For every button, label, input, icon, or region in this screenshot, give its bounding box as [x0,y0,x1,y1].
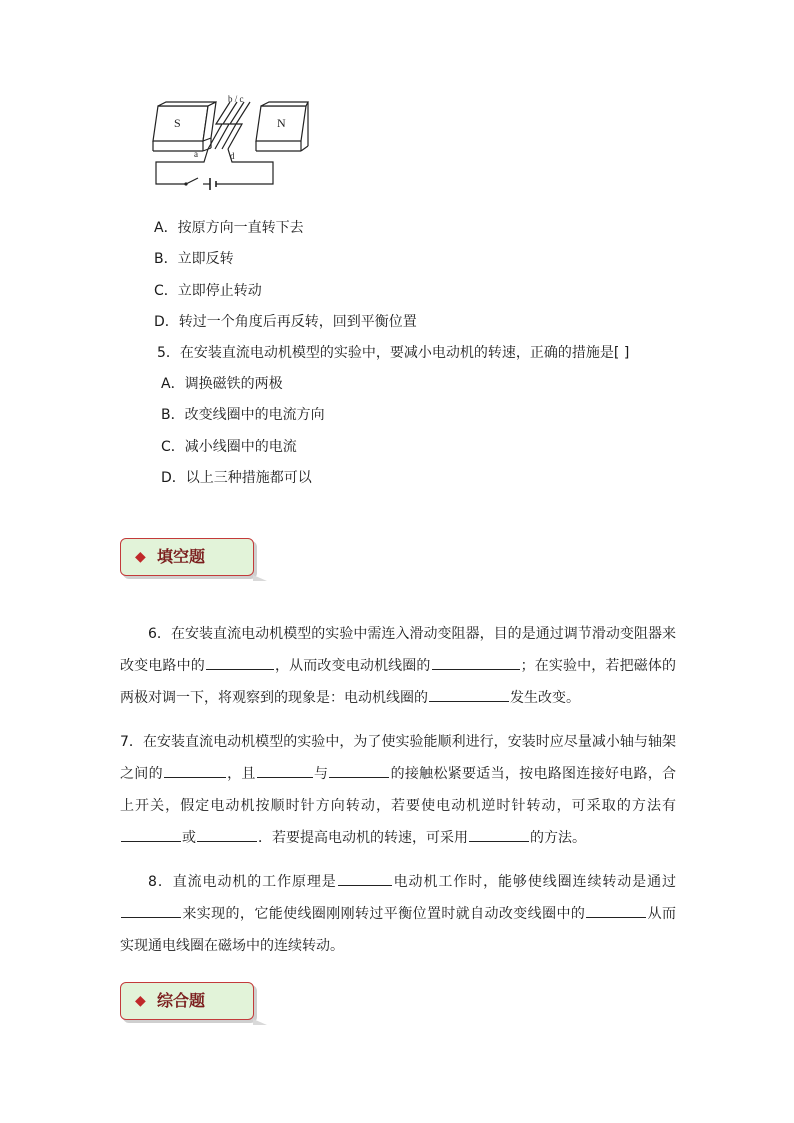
section-tail [253,1019,267,1025]
q8-blank-3[interactable] [586,903,646,918]
label-s: S [174,116,181,130]
q7-blank-4[interactable] [121,827,181,842]
label-bc: b / c [228,94,244,104]
q8-blank-1[interactable] [338,871,392,886]
diamond-icon: ◆ [135,549,146,565]
section-title-fill-in: 填空题 [157,547,206,566]
q7-blank-5[interactable] [197,827,257,842]
section-header-comprehensive [120,982,254,1020]
q5-option-d: D．以上三种措施都可以 [161,470,312,486]
q5-option-c: C．减小线圈中的电流 [161,439,297,455]
q6-blank-3[interactable] [429,687,509,702]
diamond-icon: ◆ [135,993,146,1009]
q7-blank-1[interactable] [164,763,226,778]
label-n: N [277,116,286,130]
q7-blank-6[interactable] [469,827,529,842]
q4-option-b: B．立即反转 [154,251,234,267]
q7-blank-2[interactable] [257,763,313,778]
q7-blank-3[interactable] [329,763,389,778]
question-7: 7．在安装直流电动机模型的实验中，为了使实验能顺利进行，安装时应尽量减小轴与轴架之间的 ，且 与 的接触松紧要适当，按电路图连接好电路，合上开关，假定电动机按顺时针方向转动，若要使电动机逆时针转动，可采取的方法有或 ．若要提高电动机的转速，可采用 的方法。 [120,734,677,846]
q6-blank-1[interactable] [206,655,274,670]
q8-blank-2[interactable] [121,903,181,918]
q4-option-d: D．转过一个角度后再反转，回到平衡位置 [154,314,417,330]
section-title-comprehensive: 综合题 [157,991,206,1010]
q4-option-a: A．按原方向一直转下去 [154,220,304,236]
q6-blank-2[interactable] [432,655,520,670]
section-tail [253,575,267,581]
q5-option-a: A．调换磁铁的两极 [161,376,283,392]
question-8: 8．直流电动机的工作原理是 电动机工作时，能够使线圈连续转动是通过来实现的，它能使线圈刚刚转过平衡位置时就自动改变线圈中的 从而实现通电线圈在磁场中的连续转动。 [120,866,676,962]
q5-stem: 5．在安装直流电动机模型的实验中，要减小电动机的转速，正确的措施是[ ] [157,345,630,361]
section-header-fill-in [120,538,254,576]
q5-option-b: B．改变线圈中的电流方向 [161,407,325,423]
q4-option-c: C．立即停止转动 [154,283,262,299]
label-d: d [230,151,235,161]
label-a: a [194,149,198,159]
motor-diagram [148,94,313,192]
question-6: 6．在安装直流电动机模型的实验中需连入滑动变阻器，目的是通过调节滑动变阻器来改变电路中的 ，从而改变电动机线圈的 ；在实验中，若把磁体的两极对调一下，将观察到的现象是：电动机线圈的 发生改变。 [120,626,677,706]
